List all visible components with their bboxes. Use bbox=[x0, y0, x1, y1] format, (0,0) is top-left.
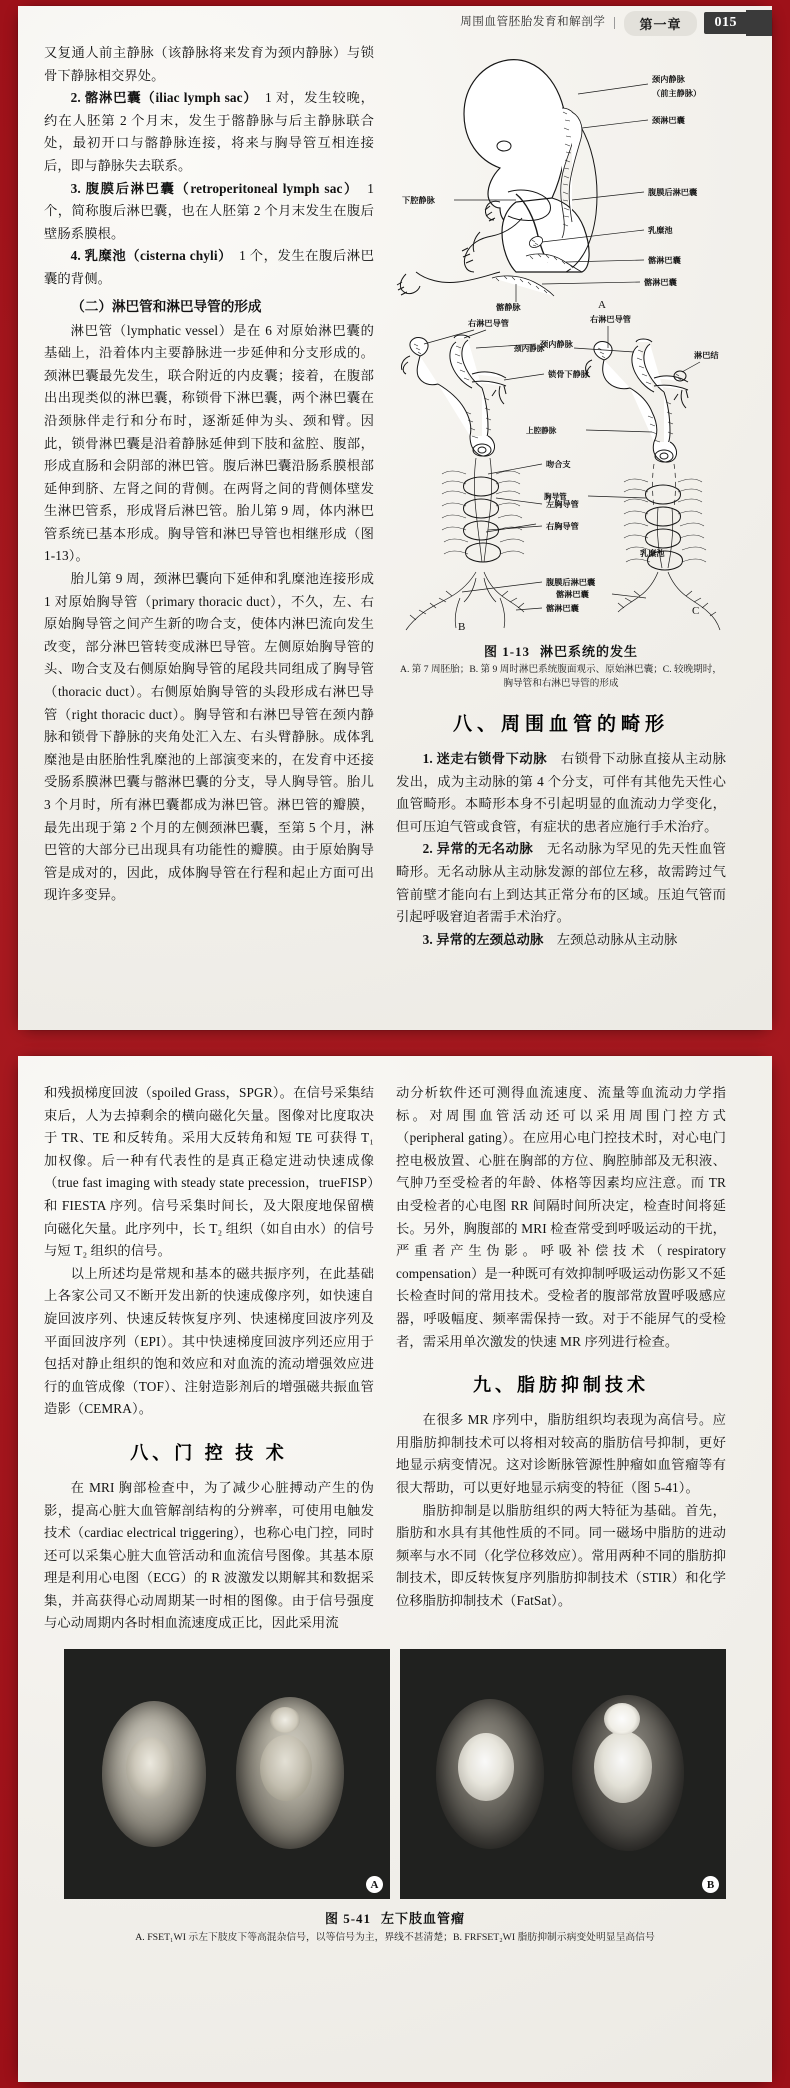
label-iliac-lymph-sac-2: 髂淋巴囊 bbox=[644, 278, 677, 287]
panel-bc-footer bbox=[396, 549, 726, 634]
label-b-retroperitoneal-lymph-sac: 腹膜后淋巴囊 bbox=[546, 578, 596, 587]
label-jugular-lymph-sac: 颈淋巴囊 bbox=[652, 116, 685, 125]
term-text: 1 个，简称腹后淋巴囊，也在人胚第 2 个月末发生在腹后壁肠系膜根。 bbox=[44, 180, 374, 241]
paragraph: 脂肪抑制是以脂肪组织的两大特征为基础。首先，脂肪和水具有其他性质的不同。同一磁场中脂肪的进动频率与水不同（化学位移效应）。常用两种不同的脂肪抑制技术，即反转恢复序列脂肪抑制技术（STIR）和化学位移脂肪抑制技术（FatSat）。 bbox=[396, 1502, 726, 1608]
label-b-internal-jugular-vein: 颈内静脉 bbox=[540, 340, 573, 349]
section-heading-9: 九、脂肪抑制技术 bbox=[473, 1375, 649, 1396]
label-b-iliac-lymph-sac: 髂淋巴囊 bbox=[546, 604, 579, 613]
figure-1-13-artwork bbox=[396, 42, 726, 691]
folio-bleed bbox=[746, 10, 772, 36]
label-c-lymph-node: 淋巴结 bbox=[694, 351, 719, 360]
label-b-anastomotic-branch: 吻合支 bbox=[546, 460, 571, 469]
paragraph bbox=[44, 245, 374, 290]
mri-a-knee-left-core bbox=[126, 1737, 174, 1799]
term-label: 1. 迷走右锁骨下动脉 bbox=[422, 751, 547, 766]
term-text: 右锁骨下动脉直接从主动脉发出，成为主动脉的第 4 个分支，可伴有其他先天性心血管畸形。本畸形本身不引起明显的血流动力学变化，但可压迫气管或食管，有症状的患者应施行手术治疗。 bbox=[396, 751, 726, 834]
term-text: 1 对，发生较晚，约在人胚第 2 个月末，发生于髂静脉与后主静脉联合处，最初开口与髂静脉连接，将来与胸导管互相连接后，即与静脉失去联系。 bbox=[44, 90, 375, 173]
page-2-columns bbox=[44, 1080, 746, 1635]
mri-b-bright-marrow-left bbox=[458, 1733, 514, 1801]
panel-c-group bbox=[513, 314, 719, 570]
term-text: 1 个，发生在腹后淋巴囊的背侧。 bbox=[44, 248, 374, 286]
paragraph bbox=[44, 178, 374, 246]
panel-b-id: B bbox=[458, 621, 466, 633]
page-1-right-column bbox=[396, 42, 726, 951]
paragraph: 淋巴管（lymphatic vessel）是在 6 对原始淋巴囊的基础上，沿着体内主要静脉进一步延伸和分支形成的。颈淋巴囊最先发生，联合附近的内皮囊；接着，在腹部出出现类似的淋巴囊，称锁骨下淋巴囊，两个淋巴囊在沿颈脉伴走行和分布时，逐渐延伸为头、颈和臂。因此，锁骨淋巴囊是沿着静脉延伸到下肢和盆腔、腹部，形成直肠和会阴部的淋巴管。腹后淋巴囊沿肠系膜根部延伸到脐、左肾之间的背侧。在两肾之间的背侧体壁发生淋巴管系，形成肾后淋巴管。胎儿第 9 周，体内淋巴管系统已基本形成。胸导管和淋巴导管也相继形成（图 1-13）。 bbox=[44, 322, 374, 564]
panel-a-footer bbox=[396, 272, 726, 312]
label-c-iliac-lymph-sac: 髂淋巴囊 bbox=[556, 590, 589, 599]
panel-bc-lymphatic-diagram bbox=[396, 312, 726, 572]
term-text: 无名动脉为罕见的先天性血管畸形。无名动脉从主动脉发源的部位左移，故需跨过气管前壁才能向右上到达其正常分布的区域。压迫气管而引起呼吸窘迫者需手术治疗。 bbox=[396, 841, 727, 925]
figure-1-13-subcaption: A. 第 7 周胚胎；B. 第 9 周时淋巴系统腹面观示、原始淋巴囊；C. 较晚期时，胸导管和右淋巴导管的形成 bbox=[400, 664, 722, 689]
label-c-cisterna-chyli: 乳糜池 bbox=[640, 549, 665, 558]
chapter-chip: 第一章 bbox=[624, 11, 696, 36]
panel-b-group bbox=[401, 318, 589, 562]
label-anterior-cardinal-vein: （前主静脉） bbox=[652, 89, 702, 98]
figure-1-13-number: 图 1-13 bbox=[483, 644, 531, 659]
figure-5-41-images bbox=[48, 1649, 742, 1899]
panel-a-embryo-diagram bbox=[396, 42, 726, 272]
label-inferior-vena-cava: 下腔静脉 bbox=[402, 196, 435, 205]
page-folio: 015 bbox=[704, 12, 747, 34]
label-iliac-lymph-sac: 髂淋巴囊 bbox=[648, 256, 681, 265]
figure-5-41-subcaption-a: A. FSET₁WI 示左下肢皮下等高混杂信号，以等信号为主，界线不甚清楚； bbox=[135, 1932, 453, 1944]
page-2-content bbox=[18, 1056, 772, 1945]
paragraph: 胎儿第 9 周，颈淋巴囊向下延伸和乳糜池连接形成 1 对原始胸导管（primary thoracic duct），不久，左、右原始胸导管之间产生新的吻合支，使体内淋巴流向发生改变，部分淋巴管转变成淋巴导管。左侧原始胸导管的头、吻合支及右侧原始胸导管的尾段共同组成了胸导管（thoracic duct）。右侧原始胸导管的头段形成右淋巴导管（right thoracic duct）。胸导管和右淋巴导管在颈内静脉和锁骨下静脉的夹角处汇入左、右头臂静脉。成体乳糜池是由胚胎性乳糜池的上部演变来的，在发育中还接受肠系膜淋巴囊与髂淋巴囊的分支，导人胸导管。胎儿 3 个月时，所有淋巴囊都成为淋巴管。淋巴管的瓣膜，最先出现于第 2 个月的左侧颈淋巴囊，至第 5 个月，淋巴管的大部分已出现具有功能性的瓣膜。由于原始胸导管是成对的，因此，成体胸导管在行程和起止方面可出现许多变异。 bbox=[44, 571, 374, 903]
label-b-left-thoracic-duct: 左胸导管 bbox=[546, 500, 579, 509]
label-retroperitoneal-lymph-sac: 腹膜后淋巴囊 bbox=[648, 188, 698, 197]
mri-image-b bbox=[400, 1649, 726, 1899]
page-2-right-column bbox=[396, 1082, 726, 1635]
page-card-2 bbox=[18, 1056, 772, 2082]
panel-a-id: A bbox=[598, 299, 606, 311]
term-label: 2. 髂淋巴囊（iliac lymph sac） bbox=[70, 90, 251, 106]
term-label: 2. 异常的无名动脉 bbox=[422, 841, 534, 857]
figure-5-41-number: 图 5-41 bbox=[324, 1911, 372, 1927]
panel-b-tag: B bbox=[702, 1876, 719, 1893]
figure-5-41-subcaption-b: B. FRFSET₂WI 脂肪抑制示病变处明显呈高信号 bbox=[452, 1932, 655, 1944]
mri-a-lesion bbox=[270, 1707, 300, 1733]
term-label: 4. 乳糜池（cisterna chyli） bbox=[70, 248, 226, 264]
paragraph bbox=[396, 838, 726, 928]
page-1-left-column bbox=[44, 42, 374, 951]
label-c-right-lymphatic-duct: 右淋巴导管 bbox=[590, 315, 631, 324]
paragraph: 又复通人前主静脉（该静脉将来发育为颈内静脉）与锁骨下静脉相交界处。 bbox=[44, 45, 374, 83]
page-2-left-column bbox=[44, 1082, 374, 1635]
label-c-thoracic-duct: 胸导管 bbox=[544, 492, 567, 501]
mri-image-a bbox=[64, 1649, 390, 1899]
panel-c-id: C bbox=[692, 605, 700, 617]
figure-1-13-caption bbox=[396, 641, 726, 660]
label-jugular-vein: 颈内静脉 bbox=[652, 75, 685, 84]
figure-5-41-title: 左下肢血管瘤 bbox=[381, 1911, 466, 1927]
figure-1-13 bbox=[396, 42, 726, 691]
label-b-right-lymphatic-duct: 右淋巴导管 bbox=[468, 319, 509, 328]
figure-5-41-subcaption bbox=[48, 1931, 742, 1945]
page-1-columns bbox=[44, 40, 746, 951]
section-heading-8-page2: 八、门 控 技 术 bbox=[130, 1442, 288, 1463]
label-c-internal-jugular-vein: 颈内静脉 bbox=[514, 344, 545, 353]
panel-a-tag: A bbox=[366, 1876, 383, 1893]
paragraph bbox=[396, 929, 726, 952]
mri-b-lesion-high-signal bbox=[604, 1703, 640, 1735]
term-label: 3. 异常的左颈总动脉 bbox=[422, 931, 544, 947]
paragraph bbox=[396, 748, 726, 838]
paragraph: 以上所述均是常规和基本的磁共振序列，在此基础上各家公司又不断开发出新的快速成像序列，如快速自旋回波序列、快速反转恢复序列、快速梯度回波序列及平面回波序列（EPI）。其中快速梯度回波序列还应用于包括对静止组织的饱和效应和对血流的流动增强效应进行的血管成像（TOF）、注射造影剂后的增强磁共振血管造影（CEMRA）。 bbox=[44, 1265, 374, 1417]
term-label: 3. 腹膜后淋巴囊（retroperitoneal lymph sac） bbox=[70, 180, 353, 196]
section-heading-8: 八、周围血管的畸形 bbox=[452, 714, 669, 735]
label-cisterna-chyli: 乳糜池 bbox=[648, 226, 673, 235]
page-1-content bbox=[18, 6, 772, 951]
subsection-heading: （二）淋巴管和淋巴导管的形成 bbox=[71, 298, 262, 314]
running-head-page-1 bbox=[44, 6, 746, 40]
figure-1-13-title: 淋巴系统的发生 bbox=[540, 644, 639, 659]
paragraph: 在 MRI 胸部检查中，为了减少心脏搏动产生的伪影，提高心脏大血管解剖结构的分辨率，可使用电触发技术（cardiac electrical triggering），也称心电门控，同时还可以采集心脏大血管活动和血流信号图像。其基本原理是利用心电图（ECG）的 R 波激发以期解其和数据采集，并高获得心动周期某一时相的图像。由于信号强度与心动周期内各时相血流速度成正比，因此采用流 bbox=[44, 1479, 374, 1631]
mri-a-knee-right-core bbox=[260, 1735, 312, 1801]
page-card-1 bbox=[18, 6, 772, 1030]
label-iliac-vein: 髂静脉 bbox=[496, 303, 521, 312]
mri-b-bright-marrow-right bbox=[594, 1731, 652, 1803]
paragraph bbox=[44, 87, 374, 177]
label-b-subclavian-vein: 锁骨下静脉 bbox=[548, 370, 589, 379]
label-b-right-thoracic-duct: 右胸导管 bbox=[546, 522, 579, 531]
figure-5-41-caption bbox=[48, 1908, 742, 1927]
book-title: 周围血管胚胎发育和解剖学 bbox=[460, 17, 615, 29]
term-text: 左颈总动脉从主动脉 bbox=[543, 931, 678, 947]
paragraph: 和残损梯度回波（spoiled Grass，SPGR）。在信号采集结束后，人为去掉剩余的横向磁化矢量。图像对比度取决于 TR、TE 和反转角。采用大反转角和短 TE 可获得 T₁ 加权像。后一种有代表性的是真正稳定进动快速成像（true fast imaging with steady state precession，trueFISP）和 FIESTA 序列。信号采集时间长，及大限度地保留横向磁化矢量。此序列中，长 T₂ 组织（如自由水）的信号与短 T₂ 组织的信号。 bbox=[44, 1085, 374, 1259]
figure-5-41 bbox=[44, 1649, 746, 1945]
paragraph: 动分析软件还可测得血流速度、流量等血流动力学指标。对周围血管活动还可以采用周围门控方式（peripheral gating）。在应用心电门控技术时，对心电门控电极放置、心脏在胸部的方位、胸腔肺部及无积液、气肿乃至受检者的年龄、体格等因素均应注意。而 TR 由受检者的心电图 RR 间隔时间所决定，检查时间将延长。另外，胸腹部的 MRI 检查常受到呼吸运动的干扰，严重者产生伪影。呼吸补偿技术（respiratory compensation）是一种既可有效抑制呼吸运动伤影又不延长检查时间的常用技术。受检者的腹部常放置呼吸感应器，呼吸幅度、频率需保持一致。对于不能屏气的受检者，需采用单次激发的快速 MR 序列进行检查。 bbox=[396, 1085, 726, 1349]
label-c-superior-vena-cava: 上腔静脉 bbox=[526, 426, 557, 435]
paragraph: 在很多 MR 序列中，脂肪组织均表现为高信号。应用脂肪抑制技术可以将相对较高的脂肪信号抑制，更好地显示病变情况。这对诊断脉管源性肿瘤如血管瘤等有很大帮助，可以更好地显示病变的特征（图 5-41）。 bbox=[396, 1412, 726, 1495]
